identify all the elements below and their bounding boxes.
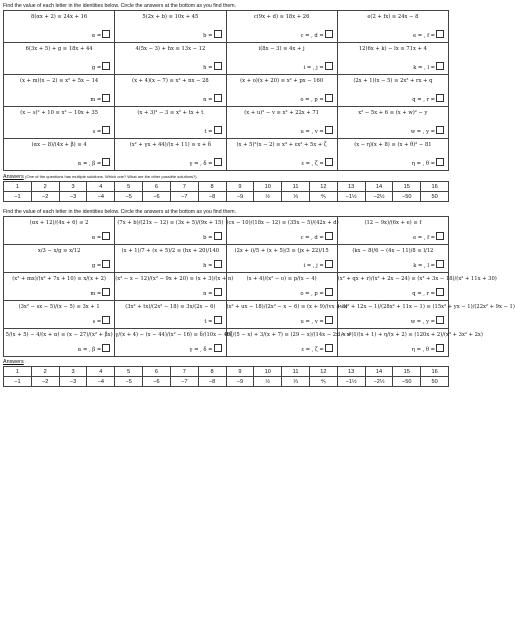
answer-key-cell[interactable]: 10 [254, 182, 282, 192]
answer-variable-label: η = , θ = [411, 161, 435, 167]
identity-cell [226, 273, 337, 301]
answer-key-cell[interactable]: −1½ [337, 192, 365, 202]
answer-box[interactable] [102, 126, 110, 134]
section1-instructions: Find the value of each letter in the identities below. Circle the answers at the bottom as you find them. [3, 3, 236, 9]
identity-cell [4, 329, 115, 357]
answer-box[interactable] [436, 316, 444, 324]
answer-variable-label: ε = , ζ = [301, 161, 324, 167]
answer-variable-label: α = , β = [77, 161, 102, 167]
identity-equation: (kx − 8)/6 − (4x − 11)/8 ≡ l/12 [352, 248, 434, 254]
answer-variable-label: h = [203, 263, 213, 269]
answer-slot [90, 94, 110, 103]
identity-cell [337, 217, 448, 245]
identity-equation: (3x² − sx − 5)/(x − 5) ≡ 3x + 1 [18, 304, 100, 310]
answer-box[interactable] [214, 316, 222, 324]
answer-variable-label: m = [90, 97, 102, 103]
identity-equation: c(9x + d) ≡ 18x + 26 [253, 14, 310, 20]
identity-cell [226, 245, 337, 273]
answer-box[interactable] [214, 158, 222, 166]
identity-cell [226, 329, 354, 357]
identity-cell [115, 75, 226, 107]
answer-key-cell[interactable]: 50 [421, 377, 449, 387]
identity-row [4, 107, 449, 139]
answer-key-cell[interactable]: 3 [59, 367, 87, 377]
identity-cell [115, 301, 226, 329]
answer-key-cell[interactable]: 1 [4, 367, 32, 377]
worksheet [3, 2, 515, 387]
answer-key-cell[interactable]: 10 [254, 367, 282, 377]
answer-box[interactable] [214, 260, 222, 268]
answer-key-row [4, 182, 449, 192]
answer-key-cell[interactable]: 7 [170, 182, 198, 192]
answer-slot [203, 288, 221, 297]
answer-slot [92, 62, 110, 71]
answer-variable-label: η = , θ = [411, 347, 435, 353]
answer-variable-label: γ = , δ = [189, 347, 213, 353]
section2-identities-table [3, 216, 515, 357]
answer-key-row [4, 367, 449, 377]
identity-equation: (3x² + tx)/(2x² − 18) ≡ 3x/(2x − 6) [125, 304, 216, 310]
answer-slot [93, 126, 111, 135]
identity-row [4, 11, 449, 43]
identity-equation: i(8x − 3) ≡ 4x + j [258, 46, 305, 52]
answer-box[interactable] [325, 158, 333, 166]
answer-key-cell[interactable]: −1½ [337, 377, 365, 387]
identity-equation: 6(3x + 5) + g ≡ 18x + 44 [25, 46, 93, 52]
answer-key-cell[interactable]: −6 [143, 192, 171, 202]
answer-slot [203, 30, 221, 39]
answer-key-cell[interactable]: −2½ [365, 192, 393, 202]
identity-equation: 5(2x + b) ≡ 10x + 45 [142, 14, 199, 20]
answer-slot [189, 344, 221, 353]
identity-equation: (2x + 1)(x − 5) ≡ 2x² + rx + q [353, 78, 433, 84]
answer-key-cell[interactable]: ⅓ [282, 192, 310, 202]
identity-cell [4, 273, 115, 301]
answer-variable-label: g = [91, 65, 102, 71]
section1-answer-key [3, 181, 449, 202]
answer-key-cell[interactable]: −2 [31, 192, 59, 202]
identity-cell [115, 11, 226, 43]
answer-key-cell[interactable]: 2 [31, 367, 59, 377]
answer-key-cell[interactable]: ⅓ [282, 377, 310, 387]
answer-slot [412, 94, 444, 103]
answer-key-cell[interactable]: 11 [282, 182, 310, 192]
answer-key-cell[interactable]: −9 [226, 377, 254, 387]
identity-equation: e(2 + fx) ≡ 24x − 8 [367, 14, 419, 20]
identity-cell [337, 43, 448, 75]
identity-cell [4, 301, 115, 329]
answer-variable-label: q = , r = [412, 97, 435, 103]
answer-box[interactable] [214, 30, 222, 38]
answer-variable-label: i = , j = [303, 65, 324, 71]
answer-key-cell[interactable]: 6 [143, 182, 171, 192]
identity-equation: (2x + i)/5 + (x + 5)/3 ≡ (jx + 22)/15 [234, 248, 329, 254]
answer-key-cell[interactable]: ½ [254, 377, 282, 387]
answer-box[interactable] [325, 126, 333, 134]
answer-key-cell[interactable]: 15 [393, 367, 421, 377]
answer-box[interactable] [325, 260, 333, 268]
answer-variable-label: k = , l = [413, 65, 435, 71]
identity-cell [337, 139, 448, 171]
answer-variable-label: e = , f = [413, 235, 435, 241]
answer-slot [412, 158, 444, 167]
identity-cell [337, 11, 448, 43]
identity-equation: 4(5x − 3) + hx ≡ 13x − 12 [135, 46, 206, 52]
answer-box[interactable] [214, 344, 222, 352]
answer-box[interactable] [102, 62, 110, 70]
answer-variable-label: c = , d = [300, 33, 324, 39]
answer-key-cell[interactable]: ⅘ [309, 377, 337, 387]
answer-slot [411, 126, 444, 135]
answer-variable-label: u = , v = [300, 319, 324, 325]
identity-cell [226, 107, 337, 139]
identity-equation: 6ζ/(5 − x) + 3/(x + 7) ≡ (29 − x)/(14x − 2x − x²) [226, 332, 354, 338]
identity-equation: (x² + γx + 44)/(x + 11) ≡ x + δ [129, 142, 212, 148]
answer-variable-label: o = , p = [300, 97, 324, 103]
answer-variable-label: e = , f = [413, 33, 435, 39]
answer-slot [413, 30, 444, 39]
answer-key-cell[interactable]: −9 [226, 192, 254, 202]
identity-cell [115, 329, 233, 357]
identity-equation: 5/(x + 5) − 4/(x + α) ≡ (x − 27)/(x² + βx) [5, 332, 113, 338]
answer-box[interactable] [214, 94, 222, 102]
answer-slot [413, 260, 444, 269]
identity-cell [115, 43, 226, 75]
answer-slot [203, 62, 221, 71]
answer-variable-label: u = , v = [300, 129, 324, 135]
answer-key-cell[interactable]: 12 [309, 367, 337, 377]
identity-cell [115, 139, 226, 171]
answer-key-cell[interactable]: −5 [115, 377, 143, 387]
identity-row [4, 273, 449, 301]
answer-key-cell[interactable]: 13 [337, 182, 365, 192]
answer-box[interactable] [214, 62, 222, 70]
answer-box[interactable] [214, 288, 222, 296]
answer-slot [203, 260, 221, 269]
identity-cell [115, 107, 226, 139]
answer-key-cell[interactable]: 15 [393, 182, 421, 192]
answer-variable-label: w = , y = [410, 319, 435, 325]
answer-key-cell[interactable]: 16 [421, 182, 449, 192]
answer-variable-label: n = [203, 97, 213, 103]
answer-key-cell[interactable]: 13 [337, 367, 365, 377]
answer-box[interactable] [325, 30, 333, 38]
answer-box[interactable] [102, 316, 110, 324]
answer-variable-label: o = , p = [300, 291, 324, 297]
section2-answers-label: Answers [3, 359, 24, 365]
answer-box[interactable] [214, 126, 222, 134]
answer-key-cell[interactable]: 8 [198, 367, 226, 377]
answer-box[interactable] [325, 94, 333, 102]
answer-key-cell[interactable]: 1 [4, 182, 32, 192]
answer-slot [413, 62, 444, 71]
identity-cell [115, 217, 226, 245]
identity-equation: (12 − 9x)/(6x + e) ≡ f [364, 220, 422, 226]
answer-slot [301, 344, 332, 353]
answer-box[interactable] [102, 344, 110, 352]
identity-cell [337, 75, 448, 107]
answer-variable-label: h = [203, 65, 213, 71]
answer-box[interactable] [102, 94, 110, 102]
identity-row [4, 301, 449, 329]
identity-cell [337, 329, 483, 357]
answer-key-cell[interactable]: 7 [170, 367, 198, 377]
answer-key-cell[interactable]: −50 [393, 192, 421, 202]
answer-box[interactable] [436, 94, 444, 102]
identity-equation: x² − 5x + 6 ≡ (x + w)² − y [358, 110, 428, 116]
answer-slot [203, 232, 221, 241]
identity-cell [115, 245, 226, 273]
answer-key-cell[interactable]: −1 [4, 377, 32, 387]
identity-equation: γ/(x + 4) − (x − 44)/(x² − 16) ≡ δ/(10x − 40) [115, 332, 233, 338]
answer-slot [301, 30, 333, 39]
identity-equation: (x + 1)/7 + (x + 5)/2 ≡ (hx + 20)/140 [121, 248, 220, 254]
identity-cell [4, 107, 115, 139]
identity-equation: (x + m)(x − 2) ≡ x² + 5x − 14 [20, 78, 99, 84]
answer-key-cell[interactable]: −3 [59, 377, 87, 387]
answer-variable-label: t = [204, 129, 213, 135]
answer-box[interactable] [214, 232, 222, 240]
identity-cell [337, 273, 497, 301]
answer-key-cell[interactable]: 14 [365, 182, 393, 192]
answer-slot [304, 260, 333, 269]
identity-cell [226, 301, 348, 329]
identity-row [4, 245, 449, 273]
identity-equation: (αx − 8)/(4x + β) ≡ 4 [31, 142, 87, 148]
answer-box[interactable] [436, 288, 444, 296]
identity-cell [4, 245, 115, 273]
identity-cell [226, 217, 337, 245]
identity-cell [226, 43, 337, 75]
answer-box[interactable] [102, 158, 110, 166]
section1-identities-table [3, 10, 449, 171]
answer-slot [412, 344, 444, 353]
answer-box[interactable] [102, 260, 110, 268]
identity-cell [4, 217, 115, 245]
answer-box[interactable] [325, 232, 333, 240]
identity-equation: (x + 3)² − 3 ≡ x² + tx + t [137, 110, 204, 116]
section2-answers-heading [3, 359, 449, 366]
answer-box[interactable] [436, 260, 444, 268]
answer-slot [78, 158, 110, 167]
answer-variable-label: c = , d = [300, 235, 324, 241]
answer-key-cell[interactable]: −6 [143, 377, 171, 387]
answer-key-cell[interactable]: 11 [282, 367, 310, 377]
answer-box[interactable] [436, 232, 444, 240]
section2-answer-key [3, 366, 449, 387]
answer-key-cell[interactable]: 50 [421, 192, 449, 202]
answer-box[interactable] [436, 126, 444, 134]
identity-row [4, 329, 449, 357]
answer-box[interactable] [102, 232, 110, 240]
answer-slot [93, 316, 111, 325]
identity-equation: 12(6x + k) − lx ≡ 71x + 4 [358, 46, 427, 52]
identity-cell [226, 11, 337, 43]
answer-slot [301, 158, 332, 167]
identity-equation: x/3 − x/g ≡ x/12 [37, 248, 81, 254]
answer-slot [412, 288, 444, 297]
answer-box[interactable] [102, 288, 110, 296]
answer-key-cell[interactable]: −2 [31, 377, 59, 387]
answer-variable-label: g = [91, 263, 102, 269]
answer-variable-label: α = [91, 235, 102, 241]
identity-cell [4, 43, 115, 75]
answer-key-cell[interactable]: 16 [421, 367, 449, 377]
answer-key-cell[interactable]: −4 [87, 377, 115, 387]
answer-key-row [4, 377, 449, 387]
answer-box[interactable] [325, 316, 333, 324]
answer-key-cell[interactable]: 12 [309, 182, 337, 192]
section1-answers-note: (One of the questions has multiple solutions. Which one? What are the other possible solutions?) [25, 174, 197, 179]
identity-row [4, 139, 449, 171]
section1-answers-heading [3, 173, 449, 181]
identity-cell [337, 301, 515, 329]
answer-slot [411, 316, 444, 325]
answer-variable-label: q = , r = [412, 291, 435, 297]
answer-box[interactable] [325, 62, 333, 70]
answer-key-row [4, 192, 449, 202]
identity-equation: (x + 4)/(x² − o) ≡ p/(x − 4) [246, 276, 317, 282]
answer-key-cell[interactable]: −2½ [365, 377, 393, 387]
answer-variable-label: i = , j = [303, 263, 324, 269]
identity-equation: 8(αx + 2) ≡ 24x + 16 [31, 14, 88, 20]
answer-slot [203, 94, 221, 103]
identity-equation: (x − s)² + 10 ≡ x² − 10x + 35 [20, 110, 98, 116]
identity-cell [115, 273, 234, 301]
identity-equation: (x + 5)²(x − 2) ≡ x³ + εx² + 5x + ζ [236, 142, 327, 148]
answer-key-cell[interactable]: 5 [115, 367, 143, 377]
section1-answers-label: Answers [3, 174, 24, 180]
identity-cell [337, 245, 448, 273]
answer-key-cell[interactable]: ½ [254, 192, 282, 202]
answer-variable-label: b = [203, 33, 213, 39]
answer-slot [301, 126, 333, 135]
identity-equation: (x + u)² − v ≡ x² + 22x + 71 [244, 110, 319, 116]
answer-key-cell[interactable]: 4 [87, 182, 115, 192]
answer-variable-label: α = , β = [77, 347, 102, 353]
answer-key-cell[interactable]: −8 [198, 192, 226, 202]
answer-variable-label: w = , y = [410, 129, 435, 135]
answer-variable-label: γ = , δ = [189, 161, 213, 167]
answer-box[interactable] [325, 288, 333, 296]
answer-key-cell[interactable]: −4 [87, 192, 115, 202]
identity-equation: (x² − x − 12)/(x² − 9x + 20) ≡ (x + 3)/(x + n) [115, 276, 234, 282]
answer-key-cell[interactable]: −1 [4, 192, 32, 202]
identity-cell [226, 75, 337, 107]
identity-equation: (αx + 12)/(4x + 6) ≡ 2 [29, 220, 89, 226]
answer-slot [204, 126, 221, 135]
answer-key-cell[interactable]: 14 [365, 367, 393, 377]
answer-slot [90, 288, 110, 297]
answer-variable-label: α = [91, 33, 102, 39]
answer-slot [413, 232, 444, 241]
answer-box[interactable] [325, 344, 333, 352]
identity-equation: (x − η)(x + 8) ≡ (x + θ)² − 81 [354, 142, 432, 148]
answer-key-cell[interactable]: 5 [115, 182, 143, 192]
answer-slot [92, 260, 110, 269]
answer-slot [92, 232, 111, 241]
answer-key-cell[interactable]: 4 [87, 367, 115, 377]
identity-equation: (wx² + 12x − 1)/(28x² + 11x − 1) ≡ (15x² + yx − 1)/(22x² + 9x − 1) [337, 304, 515, 310]
answer-key-cell[interactable]: ⅘ [309, 192, 337, 202]
identity-equation: (x + o)(x + 20) ≡ x² + px − 160 [240, 78, 324, 84]
answer-variable-label: m = [90, 291, 102, 297]
identity-row [4, 217, 449, 245]
answer-variable-label: b = [203, 235, 213, 241]
answer-slot [189, 158, 221, 167]
answer-key-cell[interactable]: 9 [226, 182, 254, 192]
answer-key-cell[interactable]: −3 [59, 192, 87, 202]
answer-box[interactable] [436, 30, 444, 38]
answer-slot [301, 316, 333, 325]
answer-slot [78, 344, 110, 353]
answer-key-cell[interactable]: −7 [170, 192, 198, 202]
answer-key-cell[interactable]: 8 [198, 182, 226, 192]
answer-variable-label: s = [92, 129, 102, 135]
identity-cell [4, 11, 115, 43]
answer-key-cell[interactable]: 9 [226, 367, 254, 377]
answer-slot [300, 94, 332, 103]
answer-slot [304, 62, 333, 71]
answer-slot [92, 30, 111, 39]
answer-key-cell[interactable]: 2 [31, 182, 59, 192]
answer-box[interactable] [436, 344, 444, 352]
answer-slot [301, 232, 333, 241]
identity-equation: (x² + ux − 18)/(2x² − x − 6) ≡ (x + 9)/(vx + 3) [226, 304, 348, 310]
answer-slot [300, 288, 332, 297]
identity-row [4, 43, 449, 75]
identity-cell [4, 139, 115, 171]
answer-key-cell[interactable]: −5 [115, 192, 143, 202]
answer-key-cell[interactable]: −8 [198, 377, 226, 387]
identity-cell [4, 75, 115, 107]
identity-cell [337, 107, 448, 139]
identity-equation: 1/x + 1/(x + 1) + η/(x + 2) ≡ (120x + 2)/(x³ + 3x² + 2x) [337, 332, 483, 338]
identity-equation: (x² + qx + r)/(x² + 2x − 24) ≡ (x² + 3x − 18)/(x² + 11x + 30) [337, 276, 497, 282]
answer-key-cell[interactable]: −50 [393, 377, 421, 387]
identity-cell [226, 139, 337, 171]
identity-row [4, 75, 449, 107]
answer-box[interactable] [436, 158, 444, 166]
answer-variable-label: t = [204, 319, 213, 325]
answer-key-cell[interactable]: 3 [59, 182, 87, 192]
identity-equation: (x² + mx)/(x² + 7x + 10) ≡ x/(x + 2) [12, 276, 106, 282]
identity-equation: (x + 4)(x − 7) ≡ x² + nx − 28 [132, 78, 209, 84]
answer-box[interactable] [102, 30, 110, 38]
answer-variable-label: s = [92, 319, 102, 325]
answer-variable-label: k = , l = [413, 263, 435, 269]
identity-equation: (cx − 10)/(18x − 12) ≡ (35x − 5)/(42x + d) [226, 220, 339, 226]
answer-variable-label: n = [203, 291, 213, 297]
section2-instructions: Find the value of each letter in the identities below. Circle the answers at the bottom as you find them. [3, 209, 236, 215]
answer-box[interactable] [436, 62, 444, 70]
identity-equation: (7x + b)/(21x − 12) ≡ (3x + 5)/(9x + 15) [117, 220, 224, 226]
answer-slot [204, 316, 221, 325]
answer-variable-label: ε = , ζ = [301, 347, 324, 353]
answer-key-cell[interactable]: 6 [143, 367, 171, 377]
answer-key-cell[interactable]: −7 [170, 377, 198, 387]
